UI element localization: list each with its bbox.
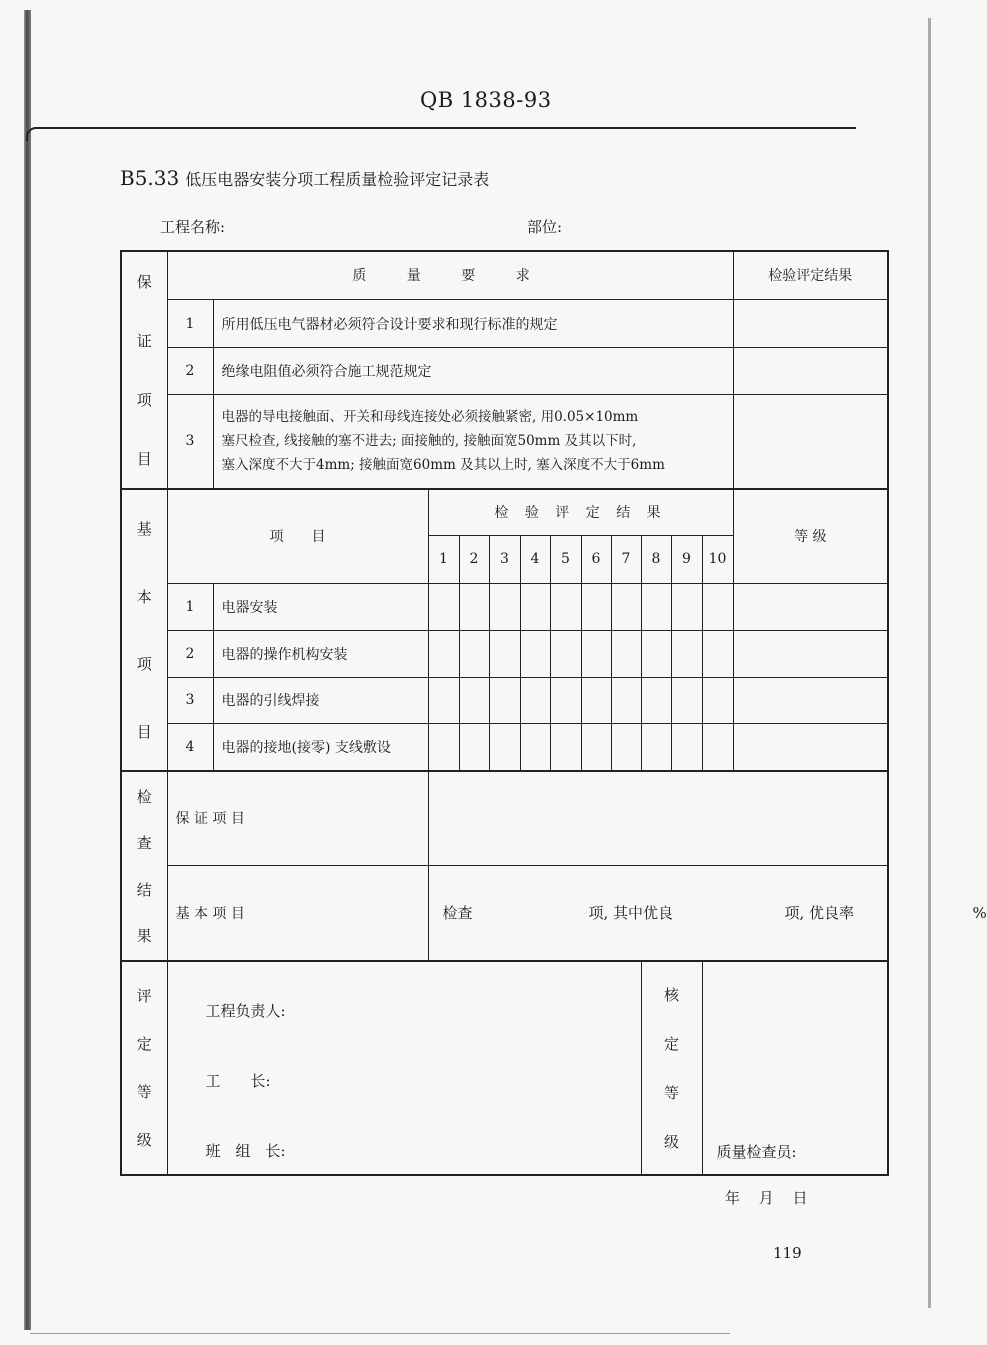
column-number: 6 xyxy=(581,535,611,583)
result-cell[interactable] xyxy=(550,630,581,677)
result-cell[interactable] xyxy=(459,583,489,630)
inspection-basic-value[interactable] xyxy=(428,865,987,961)
basic-item-row xyxy=(121,583,888,630)
result-cell[interactable] xyxy=(489,723,520,771)
result-cell[interactable] xyxy=(611,583,641,630)
grade-cell[interactable] xyxy=(733,723,888,771)
location-label: 部位: xyxy=(527,218,563,236)
basic-result-header: 检 验 评 定 结 果 xyxy=(428,489,733,535)
side-char: 项 xyxy=(136,655,152,674)
page-number: 119 xyxy=(773,1244,802,1262)
foreman-label: 工 长: xyxy=(205,1071,271,1090)
basic-item-row xyxy=(121,630,888,677)
grade-cell[interactable] xyxy=(733,630,888,677)
item-number: 3 xyxy=(167,394,213,489)
scan-edge-bottom xyxy=(30,1333,730,1334)
inspection-form-table xyxy=(120,250,987,1176)
side-char: 检 xyxy=(136,787,152,806)
inspection-guarantee-value[interactable] xyxy=(428,771,888,865)
date-label: 年 月 日 xyxy=(725,1189,808,1207)
item-number: 3 xyxy=(167,677,213,723)
table-title-text: 低压电器安装分项工程质量检验评定记录表 xyxy=(185,170,490,189)
item-text: 电器的引线焊接 xyxy=(213,677,428,723)
item-text: 电器安装 xyxy=(213,583,428,630)
basic-item-label: 基 本 项 目 xyxy=(175,905,245,922)
grade-header: 等 级 xyxy=(733,489,888,583)
project-name-label: 工程名称: xyxy=(160,218,226,236)
guarantee-header-row xyxy=(121,251,888,299)
scan-edge-right xyxy=(928,18,931,1308)
result-cell[interactable] xyxy=(489,583,520,630)
side-char: 定 xyxy=(663,1034,679,1053)
side-char: 定 xyxy=(136,1035,152,1053)
result-cell[interactable] xyxy=(702,677,733,723)
side-char: 等 xyxy=(136,1083,152,1101)
inspection-side-label xyxy=(121,771,167,961)
column-number: 1 xyxy=(428,535,459,583)
result-cell[interactable] xyxy=(641,677,671,723)
team-lead-label: 班 组 长: xyxy=(205,1141,286,1160)
basic-item-row xyxy=(121,723,888,771)
result-cell[interactable] xyxy=(581,723,611,771)
item-text: 电器的接地(接零) 支线敷设 xyxy=(213,723,428,771)
percent-sign: % xyxy=(972,903,987,922)
result-cell[interactable] xyxy=(459,723,489,771)
project-lead-label: 工程负责人: xyxy=(205,1001,286,1020)
requirement-text: 绝缘电阻值必须符合施工规范规定 xyxy=(213,348,733,394)
basic-side-label xyxy=(121,489,167,771)
result-cell[interactable] xyxy=(489,630,520,677)
result-cell[interactable] xyxy=(611,677,641,723)
side-char: 评 xyxy=(136,987,152,1005)
grade-cell[interactable] xyxy=(733,677,888,723)
guarantee-item-label: 保 证 项 目 xyxy=(175,811,245,828)
side-char: 保 xyxy=(136,273,152,291)
guarantee-row xyxy=(121,299,888,347)
side-char: 等 xyxy=(663,1083,679,1102)
scan-edge-left xyxy=(24,10,31,1330)
result-cell[interactable] xyxy=(733,348,888,394)
item-number: 1 xyxy=(167,583,213,630)
result-cell[interactable] xyxy=(489,677,520,723)
requirement-text xyxy=(213,394,733,489)
result-cell[interactable] xyxy=(459,677,489,723)
side-char: 结 xyxy=(136,880,152,899)
item-text: 电器的操作机构安装 xyxy=(213,630,428,677)
result-cell[interactable] xyxy=(520,723,550,771)
column-number: 8 xyxy=(641,535,671,583)
result-cell[interactable] xyxy=(550,723,581,771)
result-cell[interactable] xyxy=(641,583,671,630)
column-number: 4 xyxy=(520,535,550,583)
result-cell[interactable] xyxy=(520,583,550,630)
result-cell[interactable] xyxy=(550,677,581,723)
result-cell[interactable] xyxy=(581,630,611,677)
result-cell[interactable] xyxy=(459,630,489,677)
result-cell[interactable] xyxy=(733,299,888,347)
result-cell[interactable] xyxy=(550,583,581,630)
column-number: 7 xyxy=(611,535,641,583)
side-char: 果 xyxy=(136,927,152,945)
grade-cell[interactable] xyxy=(733,583,888,630)
result-cell[interactable] xyxy=(428,630,459,677)
excellent-label: 项, 其中优良 xyxy=(588,904,674,922)
column-number: 3 xyxy=(489,535,520,583)
evaluation-row xyxy=(121,961,888,1175)
column-number: 2 xyxy=(459,535,489,583)
basic-item-row xyxy=(121,677,888,723)
standard-number: QB 1838-93 xyxy=(420,88,552,112)
quality-inspector-label: 质量检查员: xyxy=(716,1142,797,1161)
header-rule xyxy=(34,127,856,129)
guarantee-result-header: 检验评定结果 xyxy=(733,251,888,299)
result-cell[interactable] xyxy=(428,723,459,771)
basic-header-row xyxy=(121,489,888,535)
requirement-line: 电器的导电接触面、开关和母线连接处必须接触紧密, 用0.05×10mm xyxy=(221,409,639,426)
result-cell[interactable] xyxy=(611,723,641,771)
verify-grade-label xyxy=(641,961,702,1175)
item-number: 2 xyxy=(167,630,213,677)
requirement-line: 塞尺检查, 线接触的塞不进去; 面接触的, 接触面宽50mm 及其以下时, xyxy=(221,433,637,450)
result-cell[interactable] xyxy=(428,677,459,723)
guarantee-row xyxy=(121,394,888,489)
result-cell[interactable] xyxy=(702,723,733,771)
item-number: 4 xyxy=(167,723,213,771)
result-cell[interactable] xyxy=(733,394,888,489)
side-char: 级 xyxy=(136,1131,152,1149)
inspection-basic-label xyxy=(167,865,428,961)
result-cell[interactable] xyxy=(702,583,733,630)
side-char: 核 xyxy=(663,985,679,1004)
side-char: 查 xyxy=(136,834,152,852)
side-char: 级 xyxy=(663,1132,679,1151)
side-char: 基 xyxy=(136,520,152,539)
requirement-line: 塞入深度不大于4mm; 接触面宽60mm 及其以上时, 塞入深度不大于6mm xyxy=(221,457,665,474)
column-number: 10 xyxy=(702,535,733,583)
result-cell[interactable] xyxy=(641,630,671,677)
result-cell[interactable] xyxy=(581,583,611,630)
basic-item-header: 项 目 xyxy=(167,489,428,583)
header-rule-curl xyxy=(26,127,42,141)
side-char: 目 xyxy=(136,450,152,468)
result-cell[interactable] xyxy=(611,630,641,677)
result-cell[interactable] xyxy=(428,583,459,630)
guarantee-side-label xyxy=(121,251,167,489)
result-cell[interactable] xyxy=(702,630,733,677)
inspection-basic-row xyxy=(121,865,888,961)
inspection-guarantee-label xyxy=(167,771,428,865)
result-cell[interactable] xyxy=(671,677,702,723)
table-title xyxy=(120,166,489,190)
side-char: 本 xyxy=(136,587,152,606)
excellence-rate-label: 项, 优良率 xyxy=(784,904,855,922)
table-number: B5.33 xyxy=(120,166,180,190)
side-char: 项 xyxy=(136,391,152,409)
result-cell[interactable] xyxy=(520,677,550,723)
result-cell[interactable] xyxy=(581,677,611,723)
result-cell[interactable] xyxy=(671,583,702,630)
side-char: 目 xyxy=(136,722,152,741)
column-number: 5 xyxy=(550,535,581,583)
check-label: 检查 xyxy=(442,904,473,922)
item-number: 1 xyxy=(167,299,213,347)
result-cell[interactable] xyxy=(520,630,550,677)
side-char: 证 xyxy=(136,332,152,350)
requirement-text: 所用低压电气器材必须符合设计要求和现行标准的规定 xyxy=(213,299,733,347)
guarantee-row xyxy=(121,348,888,394)
evaluation-signatures xyxy=(167,961,641,1175)
quality-requirement-header: 质 量 要 求 xyxy=(167,251,733,299)
result-cell[interactable] xyxy=(671,630,702,677)
column-number: 9 xyxy=(671,535,702,583)
verify-grade-area[interactable] xyxy=(702,961,888,1175)
inspection-guarantee-row xyxy=(121,771,888,865)
result-cell[interactable] xyxy=(641,723,671,771)
item-number: 2 xyxy=(167,348,213,394)
result-cell[interactable] xyxy=(671,723,702,771)
evaluation-side-label xyxy=(121,961,167,1175)
